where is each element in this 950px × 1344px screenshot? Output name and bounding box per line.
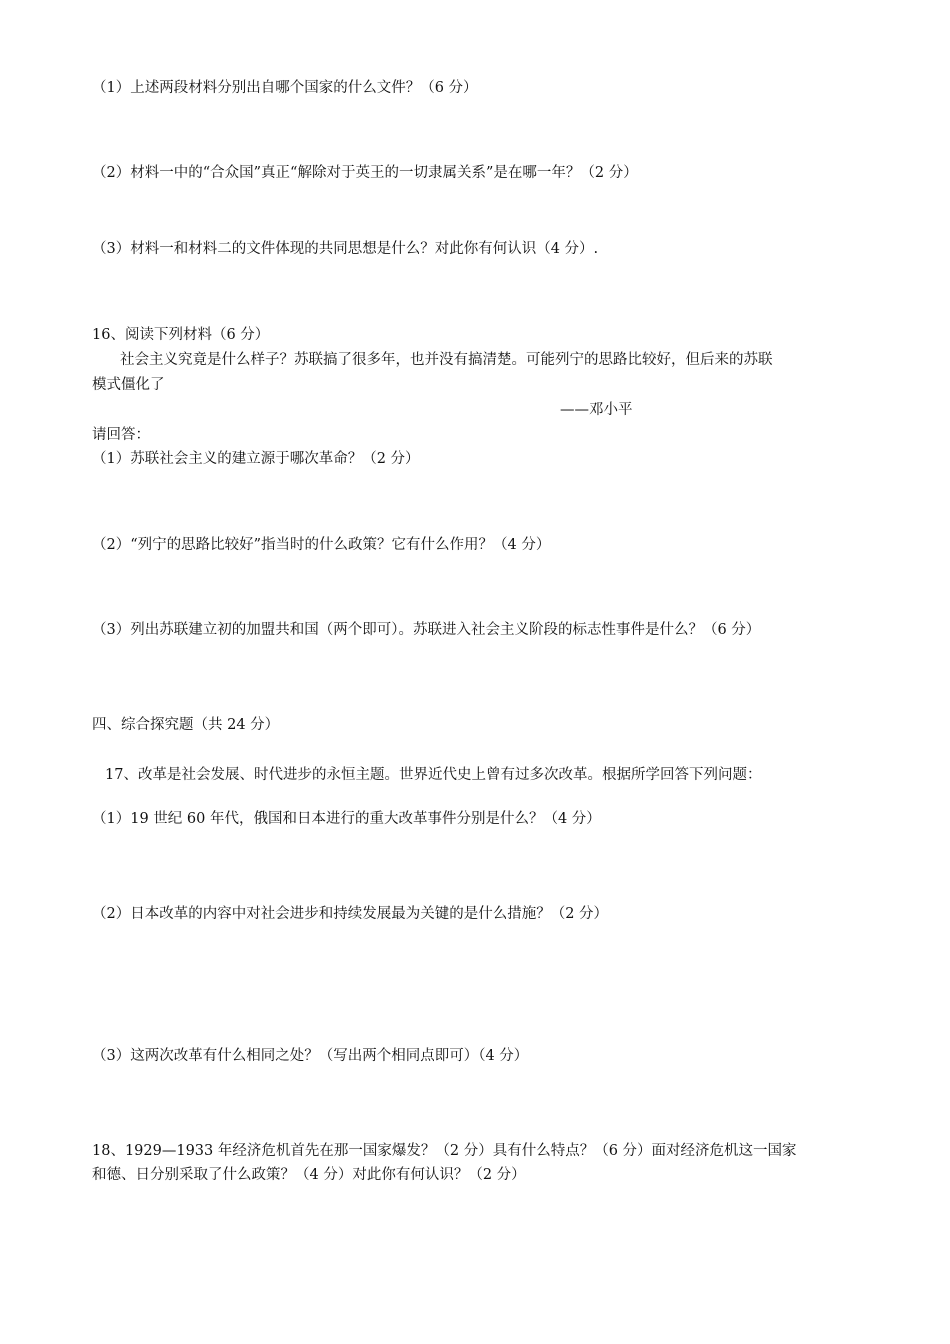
q16-quote-line2: 模式僵化了 [92,377,165,393]
section-4-heading: 四、综合探究题（共 24 分） [92,717,280,733]
q16-attribution: ——邓小平 [560,402,633,418]
q16-quote-line1: 社会主义究竟是什么样子？苏联搞了很多年，也并没有搞清楚。可能列宁的思路比较好，但后来的苏联 [120,352,773,368]
q17-sub2: （2）日本改革的内容中对社会进步和持续发展最为关键的是什么措施？（2 分） [92,906,609,922]
q15-sub1: （1）上述两段材料分别出自哪个国家的什么文件？（6 分） [92,80,478,96]
q15-sub2: （2）材料一中的“合众国”真正“解除对于英王的一切隶属关系”是在哪一年？（2 分） [92,165,638,181]
q18-line2: 和德、日分别采取了什么政策？（4 分）对此你有何认识？（2 分） [92,1167,526,1183]
q16-sub2: （2）“列宁的思路比较好”指当时的什么政策？它有什么作用？（4 分） [92,537,551,553]
q16-title: 16、阅读下列材料（6 分） [92,327,270,343]
q16-sub1: （1）苏联社会主义的建立源于哪次革命？（2 分） [92,451,420,467]
q17-stem: 17、改革是社会发展、时代进步的永恒主题。世界近代史上曾有过多次改革。根据所学回答下列问题： [105,767,762,783]
q16-prompt: 请回答： [92,427,150,443]
q17-sub3: （3）这两次改革有什么相同之处？（写出两个相同点即可）（4 分） [92,1048,529,1064]
q18-line1: 18、1929—1933 年经济危机首先在那一国家爆发？（2 分）具有什么特点？（6 分）面对经济危机这一国家 [92,1143,797,1159]
q16-sub3: （3）列出苏联建立初的加盟共和国（两个即可）。苏联进入社会主义阶段的标志性事件是什么？（6 分） [92,622,761,638]
q17-sub1: （1）19 世纪 60 年代，俄国和日本进行的重大改革事件分别是什么？（4 分） [92,811,601,827]
q15-sub3: （3）材料一和材料二的文件体现的共同思想是什么？对此你有何认识（4 分）. [92,241,599,257]
